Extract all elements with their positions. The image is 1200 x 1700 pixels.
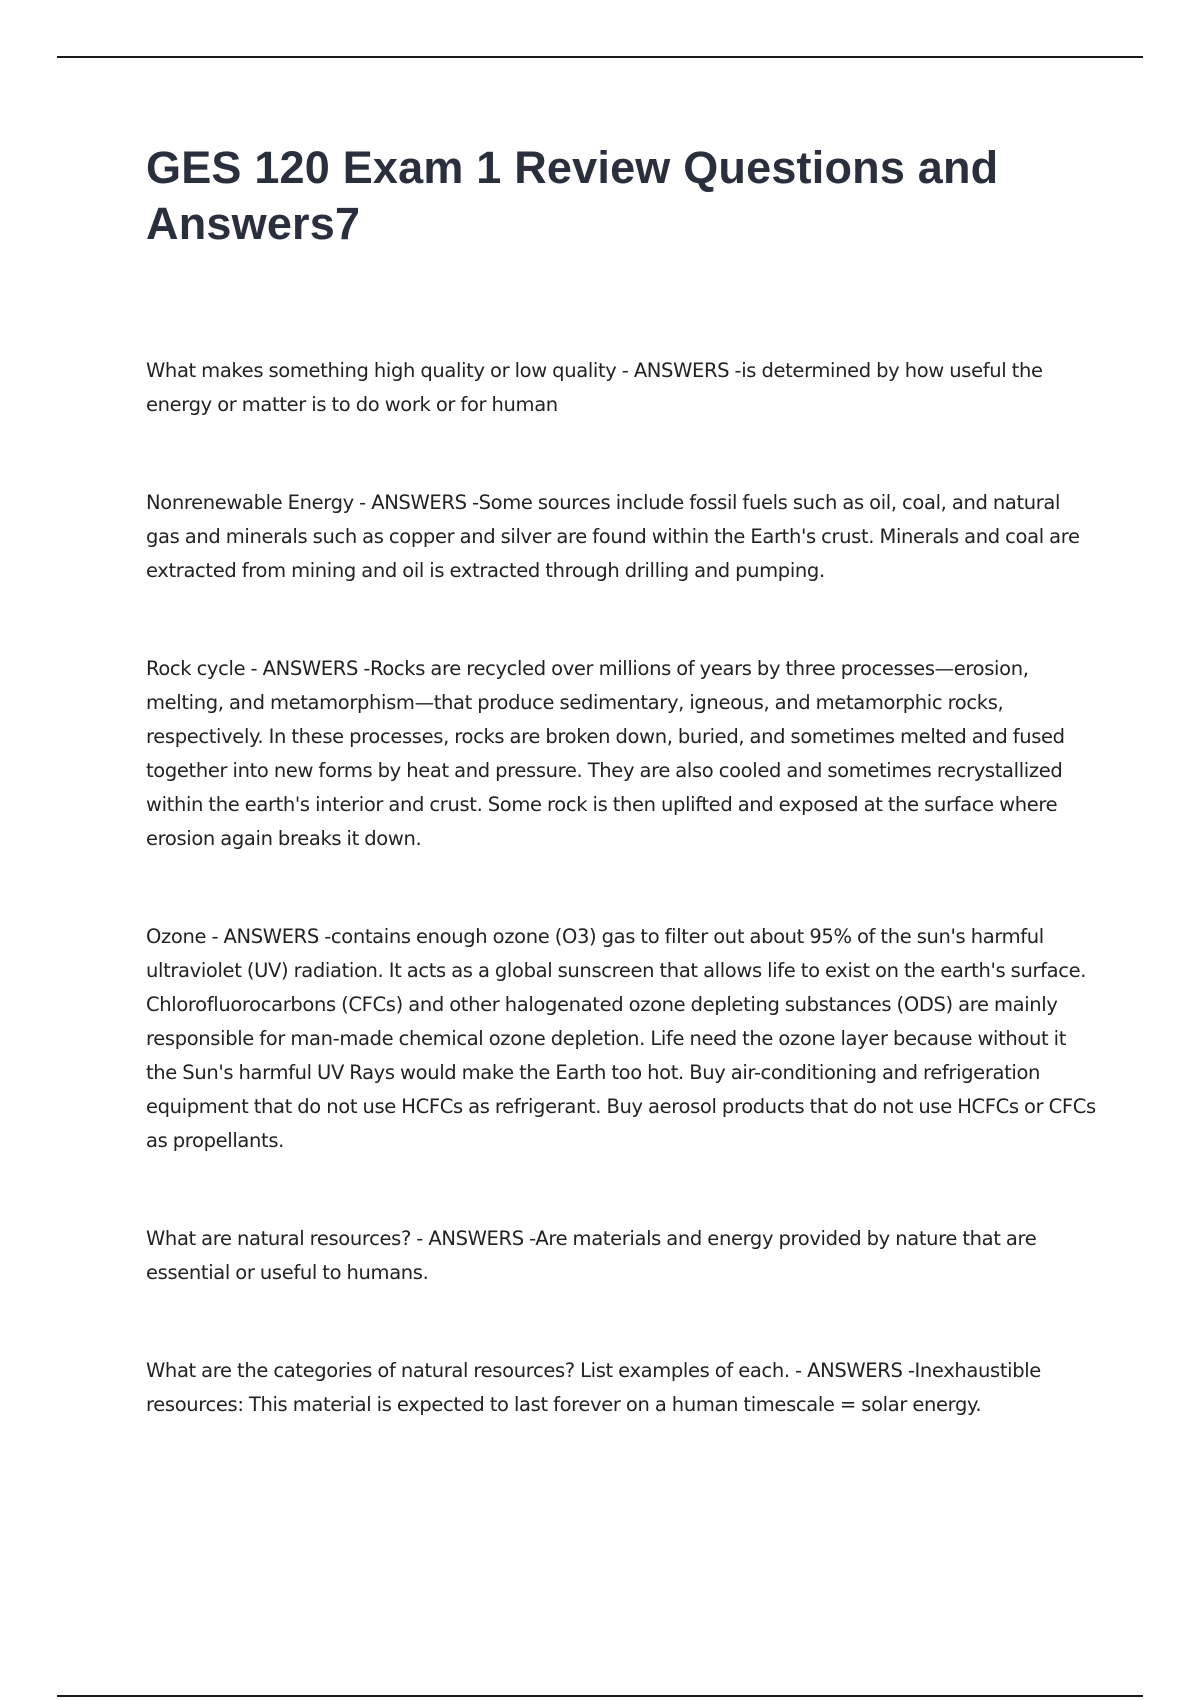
bottom-divider — [57, 1695, 1143, 1697]
qa-item: Rock cycle - ANSWERS -Rocks are recycled over millions of years by three processes—erosion, melting, and metamorphism—that produce sedimentary, igneous, and metamorphic rocks, respectively. In these processes, rocks are broken down, buried, and sometimes melted and fused together into new forms by heat and pressure. They are also cooled and sometimes recrystallized within the earth's interior and crust. Some rock is then uplifted and exposed at the surface where erosion again breaks it down. — [146, 657, 1065, 850]
top-divider — [57, 56, 1143, 58]
qa-item: Nonrenewable Energy - ANSWERS -Some sources include fossil fuels such as oil, coal, and natural gas and minerals such as copper and silver are found within the Earth's crust. Minerals and coal are extracted from mining and oil is extracted through drilling and pumping. — [146, 491, 1080, 582]
document-body — [146, 140, 1096, 1486]
qa-list — [146, 354, 1096, 1422]
qa-item: Ozone - ANSWERS -contains enough ozone (O3) gas to filter out about 95% of the sun's harmful ultraviolet (UV) radiation. It acts as a global sunscreen that allows life to exist on the earth's surface. Chlorofluorocarbons (CFCs) and other halogenated ozone depleting substances (ODS) are mainly responsible for man-made chemical ozone depletion. Life need the ozone layer because without it the Sun's harmful UV Rays would make the Earth too hot. Buy air-conditioning and refrigeration equipment that do not use HCFCs as refrigerant. Buy aerosol products that do not use HCFCs or CFCs as propellants. — [146, 925, 1096, 1152]
qa-item: What are natural resources? - ANSWERS -Are materials and energy provided by nature that are essential or useful to humans. — [146, 1227, 1037, 1284]
document-title: GES 120 Exam 1 Review Questions and Answers7 — [146, 142, 999, 249]
qa-item: What makes something high quality or low quality - ANSWERS -is determined by how useful the energy or matter is to do work or for human — [146, 359, 1043, 416]
qa-item: What are the categories of natural resources? List examples of each. - ANSWERS -Inexhaustible resources: This material is expected to last forever on a human timescale = solar energy. — [146, 1359, 1041, 1416]
